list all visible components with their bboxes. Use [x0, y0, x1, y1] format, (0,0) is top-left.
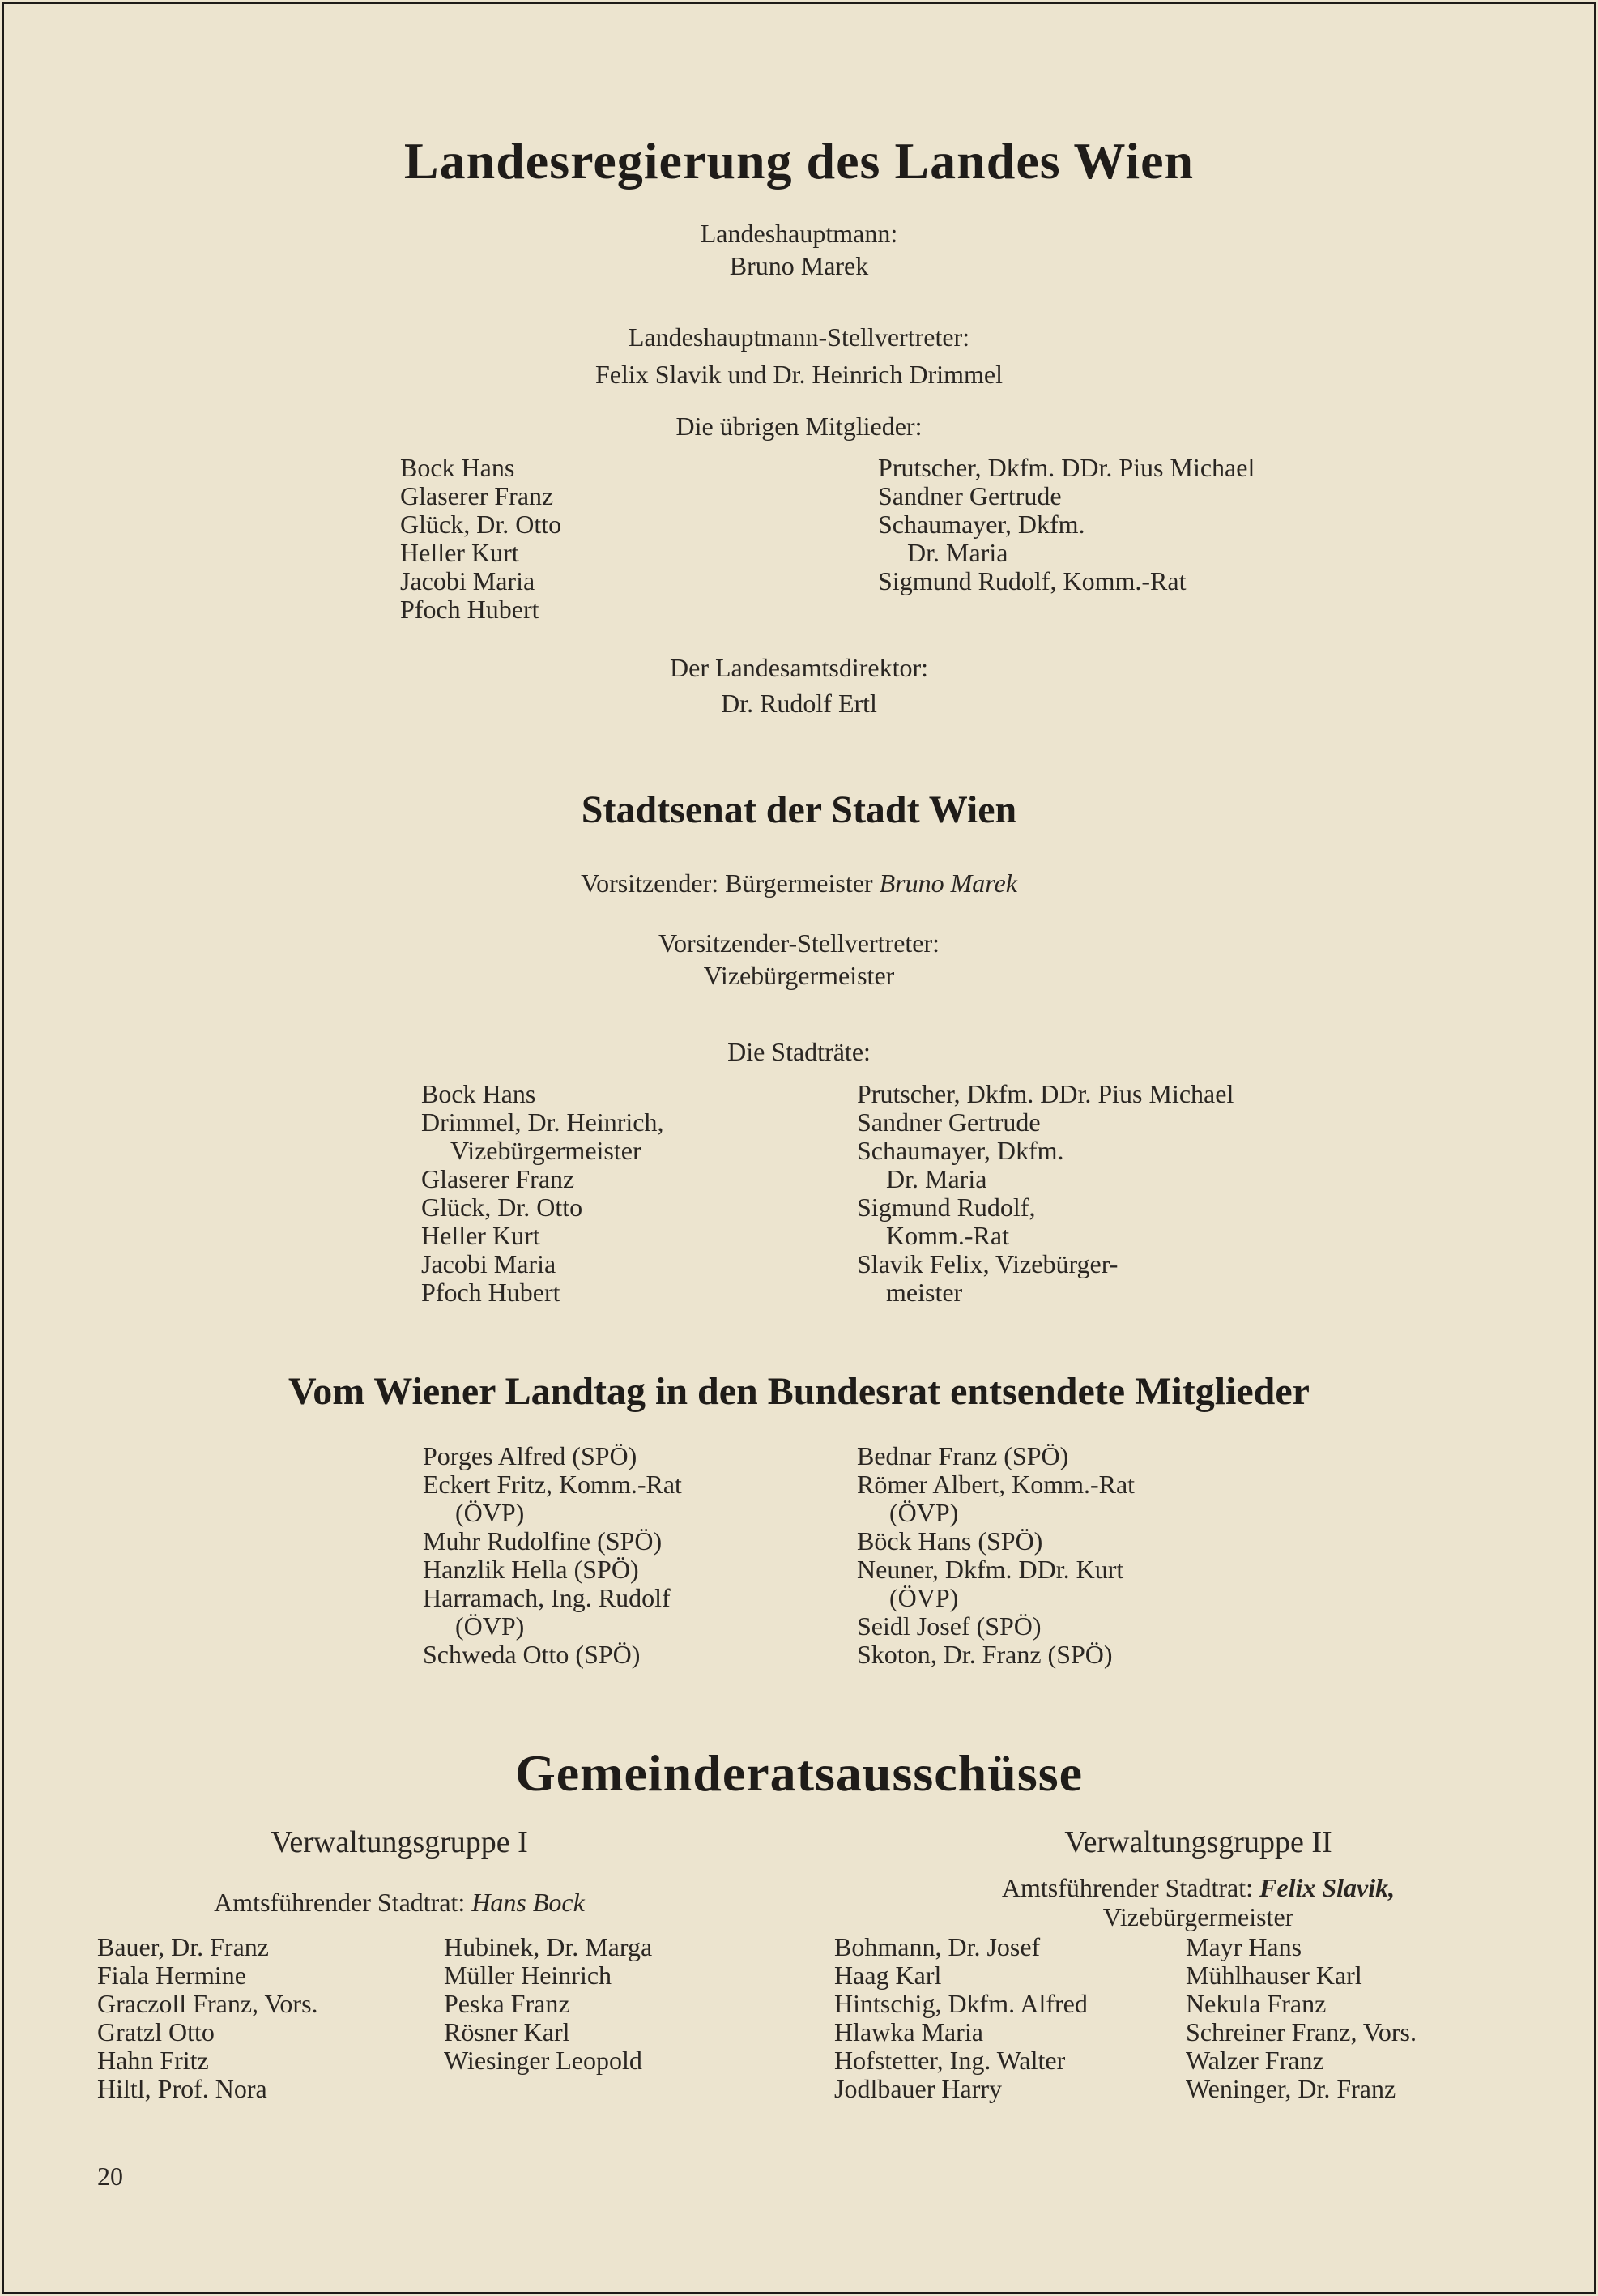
ausschuesse-title: Gemeinderatsausschüsse	[514, 1744, 1084, 1802]
member: Eckert Fritz, Komm.-Rat	[423, 1470, 682, 1499]
member: Seidl Josef (SPÖ)	[857, 1611, 1042, 1641]
member: Schaumayer, Dkfm.	[878, 510, 1085, 539]
member: Prutscher, Dkfm. DDr. Pius Michael	[878, 453, 1255, 482]
member: Sigmund Rudolf,	[857, 1193, 1036, 1222]
member: Bock Hans	[421, 1079, 536, 1108]
bundesrat-title: Vom Wiener Landtag in den Bundesrat entsendete Mitglieder	[288, 1370, 1310, 1413]
chair-prefix: Vorsitzender: Bürgermeister	[581, 868, 873, 898]
member-continuation: Vizebürgermeister	[450, 1136, 641, 1165]
group1-title: Verwaltungsgruppe I	[271, 1825, 528, 1859]
member: Pfoch Hubert	[400, 595, 539, 624]
member: Bohmann, Dr. Josef	[834, 1932, 1041, 1961]
stadtsenat-title: Stadtsenat der Stadt Wien	[581, 788, 1017, 831]
member: Rösner Karl	[444, 2017, 570, 2046]
member: Jodlbauer Harry	[834, 2074, 1003, 2103]
chair-name: Bruno Marek	[879, 868, 1017, 898]
landesregierung-title: Landesregierung des Landes Wien	[403, 132, 1195, 190]
member: Böck Hans (SPÖ)	[857, 1526, 1043, 1556]
member-continuation: Komm.-Rat	[886, 1221, 1009, 1250]
member: Glaserer Franz	[400, 481, 554, 510]
member: Mühlhauser Karl	[1186, 1961, 1362, 1990]
member: Skoton, Dr. Franz (SPÖ)	[857, 1640, 1113, 1669]
member: Glück, Dr. Otto	[400, 510, 562, 539]
member: Prutscher, Dkfm. DDr. Pius Michael	[857, 1079, 1234, 1108]
landesregierung-members-right	[878, 454, 1255, 595]
members-label: Die übrigen Mitglieder:	[675, 412, 923, 441]
member-continuation: Dr. Maria	[907, 538, 1008, 567]
group2-stadtrat	[799, 1873, 1598, 1902]
stadtsenat-members-left	[421, 1080, 663, 1307]
bundesrat-members-right	[857, 1442, 1135, 1669]
member: Hofstetter, Ing. Walter	[834, 2046, 1066, 2075]
group2-members-col2	[1186, 1933, 1417, 2103]
member: Müller Heinrich	[444, 1961, 612, 1990]
member-continuation: Dr. Maria	[886, 1164, 987, 1193]
member-continuation: (ÖVP)	[455, 1611, 525, 1641]
member: Heller Kurt	[400, 538, 519, 567]
member: Slavik Felix, Vizebürger-	[857, 1249, 1119, 1278]
landesregierung-members-left	[400, 454, 561, 624]
member-continuation: meister	[886, 1278, 963, 1307]
member: Schreiner Franz, Vors.	[1186, 2017, 1417, 2046]
deputy-label: Vorsitzender-Stellvertreter:	[658, 928, 940, 958]
group2-title: Verwaltungsgruppe II	[1064, 1825, 1332, 1859]
member-continuation: (ÖVP)	[455, 1498, 525, 1527]
member: Schaumayer, Dkfm.	[857, 1136, 1064, 1165]
member: Porges Alfred (SPÖ)	[423, 1441, 637, 1470]
member: Sandner Gertrude	[878, 481, 1062, 510]
member: Hiltl, Prof. Nora	[97, 2074, 267, 2103]
group1-stadtrat-name: Hans Bock	[471, 1888, 585, 1917]
landeshauptmann-name: Bruno Marek	[729, 251, 869, 280]
stellvertreter-names: Felix Slavik und Dr. Heinrich Drimmel	[594, 360, 1004, 389]
member: Römer Albert, Komm.-Rat	[857, 1470, 1136, 1499]
member: Muhr Rudolfine (SPÖ)	[423, 1526, 663, 1556]
chair-line	[0, 868, 1598, 898]
member: Gratzl Otto	[97, 2017, 215, 2046]
member: Wiesinger Leopold	[444, 2046, 642, 2075]
member: Glück, Dr. Otto	[421, 1193, 583, 1222]
member: Jacobi Maria	[400, 566, 535, 595]
member: Hahn Fritz	[97, 2046, 209, 2075]
member: Neuner, Dkfm. DDr. Kurt	[857, 1555, 1124, 1584]
stadtsenat-members-right	[857, 1080, 1234, 1307]
member: Mayr Hans	[1186, 1932, 1302, 1961]
member: Pfoch Hubert	[421, 1278, 560, 1307]
member: Nekula Franz	[1186, 1989, 1327, 2018]
member: Peska Franz	[444, 1989, 570, 2018]
group1-stadtrat-prefix: Amtsführender Stadtrat:	[214, 1888, 466, 1917]
group2-stadtrat-role: Vizebürgermeister	[1102, 1902, 1294, 1931]
member: Fiala Hermine	[97, 1961, 246, 1990]
councillors-label: Die Stadträte:	[727, 1037, 871, 1066]
bundesrat-members-left	[423, 1442, 682, 1669]
member: Hintschig, Dkfm. Alfred	[834, 1989, 1088, 2018]
member-continuation: (ÖVP)	[889, 1498, 959, 1527]
member: Sigmund Rudolf, Komm.-Rat	[878, 566, 1187, 595]
member: Sandner Gertrude	[857, 1107, 1041, 1137]
group2-stadtrat-name: Felix Slavik,	[1259, 1873, 1396, 1902]
stellvertreter-label: Landeshauptmann-Stellvertreter:	[628, 322, 970, 352]
member: Schweda Otto (SPÖ)	[423, 1640, 641, 1669]
member: Hubinek, Dr. Marga	[444, 1932, 653, 1961]
director-name: Dr. Rudolf Ertl	[721, 689, 877, 718]
member: Hlawka Maria	[834, 2017, 983, 2046]
group1-members-col2	[444, 1933, 652, 2075]
group2-members-col1	[834, 1933, 1088, 2103]
member: Bauer, Dr. Franz	[97, 1932, 269, 1961]
member: Bednar Franz (SPÖ)	[857, 1441, 1069, 1470]
group2-stadtrat-prefix: Amtsführender Stadtrat:	[1001, 1873, 1254, 1902]
member: Hanzlik Hella (SPÖ)	[423, 1555, 639, 1584]
page-number: 20	[97, 2162, 123, 2191]
member: Walzer Franz	[1186, 2046, 1324, 2075]
member: Glaserer Franz	[421, 1164, 575, 1193]
member: Weninger, Dr. Franz	[1186, 2074, 1396, 2103]
member: Haag Karl	[834, 1961, 942, 1990]
member: Graczoll Franz, Vors.	[97, 1989, 318, 2018]
member: Jacobi Maria	[421, 1249, 556, 1278]
member-continuation: (ÖVP)	[889, 1583, 959, 1612]
member: Drimmel, Dr. Heinrich,	[421, 1107, 664, 1137]
member: Heller Kurt	[421, 1221, 540, 1250]
director-label: Der Landesamtsdirektor:	[670, 653, 928, 682]
group1-members-col1	[97, 1933, 318, 2103]
member: Harramach, Ing. Rudolf	[423, 1583, 671, 1612]
group1-stadtrat	[0, 1888, 799, 1917]
member: Bock Hans	[400, 453, 515, 482]
deputy-value: Vizebürgermeister	[703, 961, 895, 990]
landeshauptmann-label: Landeshauptmann:	[700, 219, 898, 248]
